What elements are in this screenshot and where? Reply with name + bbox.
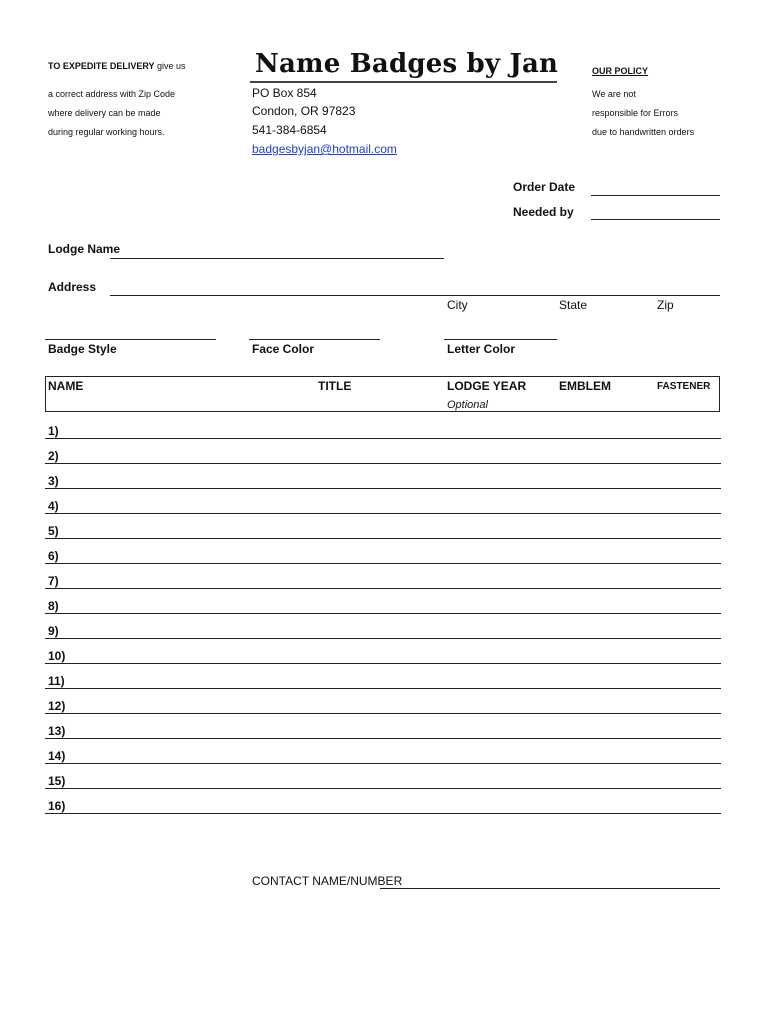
row-label: 7) (48, 574, 59, 588)
expedite-note-line3: where delivery can be made (48, 108, 161, 118)
row-label: 9) (48, 624, 59, 638)
needed-by-label: Needed by (513, 205, 574, 219)
col-title: TITLE (318, 379, 352, 393)
row-line-14[interactable] (45, 763, 721, 764)
row-line-15[interactable] (45, 788, 721, 789)
title-underline (250, 81, 557, 83)
col-name: NAME (48, 379, 84, 393)
row-label: 1) (48, 424, 59, 438)
city-label: City (447, 298, 468, 312)
face-color-field[interactable] (249, 339, 380, 340)
order-date-field[interactable] (591, 195, 720, 196)
expedite-note-line1 (48, 61, 186, 71)
letter-color-label: Letter Color (447, 342, 516, 356)
policy-line2: responsible for Errors (592, 108, 679, 118)
row-label: 12) (48, 699, 66, 713)
lodge-name-label: Lodge Name (48, 242, 121, 256)
email-link[interactable]: badgesbyjan@hotmail.com (252, 142, 397, 156)
col-fastener: FASTENER (657, 381, 711, 392)
expedite-rest: give us (154, 61, 186, 71)
row-label: 15) (48, 774, 66, 788)
row-line-7[interactable] (45, 588, 721, 589)
row-label: 5) (48, 524, 59, 538)
row-line-9[interactable] (45, 638, 721, 639)
expedite-heading: TO EXPEDITE DELIVERY (48, 61, 155, 71)
phone-number: 541-384-6854 (252, 123, 327, 137)
lodge-name-field[interactable] (110, 258, 444, 259)
row-line-13[interactable] (45, 738, 721, 739)
po-box: PO Box 854 (252, 86, 317, 100)
row-label: 8) (48, 599, 59, 613)
col-lodge-year: LODGE YEAR (447, 379, 527, 393)
letter-color-field[interactable] (444, 339, 557, 340)
row-line-11[interactable] (45, 688, 721, 689)
badge-style-label: Badge Style (48, 342, 117, 356)
address-field[interactable] (110, 295, 720, 296)
row-line-8[interactable] (45, 613, 721, 614)
order-date-label: Order Date (513, 180, 576, 194)
col-lodge-year-note: Optional (447, 399, 488, 411)
row-line-12[interactable] (45, 713, 721, 714)
row-label: 16) (48, 799, 66, 813)
row-label: 6) (48, 549, 59, 563)
row-line-16[interactable] (45, 813, 721, 814)
contact-label: CONTACT NAME/NUMBER (252, 874, 403, 888)
row-line-1[interactable] (45, 438, 721, 439)
row-line-5[interactable] (45, 538, 721, 539)
policy-heading: OUR POLICY (592, 66, 649, 76)
row-line-6[interactable] (45, 563, 721, 564)
policy-line1: We are not (592, 89, 636, 99)
row-line-2[interactable] (45, 463, 721, 464)
row-line-4[interactable] (45, 513, 721, 514)
row-label: 14) (48, 749, 66, 763)
city-state-zip: Condon, OR 97823 (252, 104, 356, 118)
row-label: 10) (48, 649, 66, 663)
needed-by-field[interactable] (591, 219, 720, 220)
row-label: 13) (48, 724, 66, 738)
contact-field[interactable] (380, 888, 720, 889)
row-label: 4) (48, 499, 59, 513)
address-label: Address (48, 280, 97, 294)
page-title: Name Badges by Jan (255, 49, 559, 79)
zip-label: Zip (657, 298, 674, 312)
expedite-note-line4: during regular working hours. (48, 127, 165, 137)
policy-line3: due to handwritten orders (592, 127, 695, 137)
face-color-label: Face Color (252, 342, 315, 356)
table-header (45, 376, 720, 412)
row-label: 11) (48, 674, 65, 688)
row-line-10[interactable] (45, 663, 721, 664)
row-line-3[interactable] (45, 488, 721, 489)
row-label: 2) (48, 449, 59, 463)
col-emblem: EMBLEM (559, 379, 611, 393)
expedite-note-line2: a correct address with Zip Code (48, 89, 176, 99)
badge-style-field[interactable] (45, 339, 216, 340)
state-label: State (559, 298, 588, 312)
row-label: 3) (48, 474, 59, 488)
